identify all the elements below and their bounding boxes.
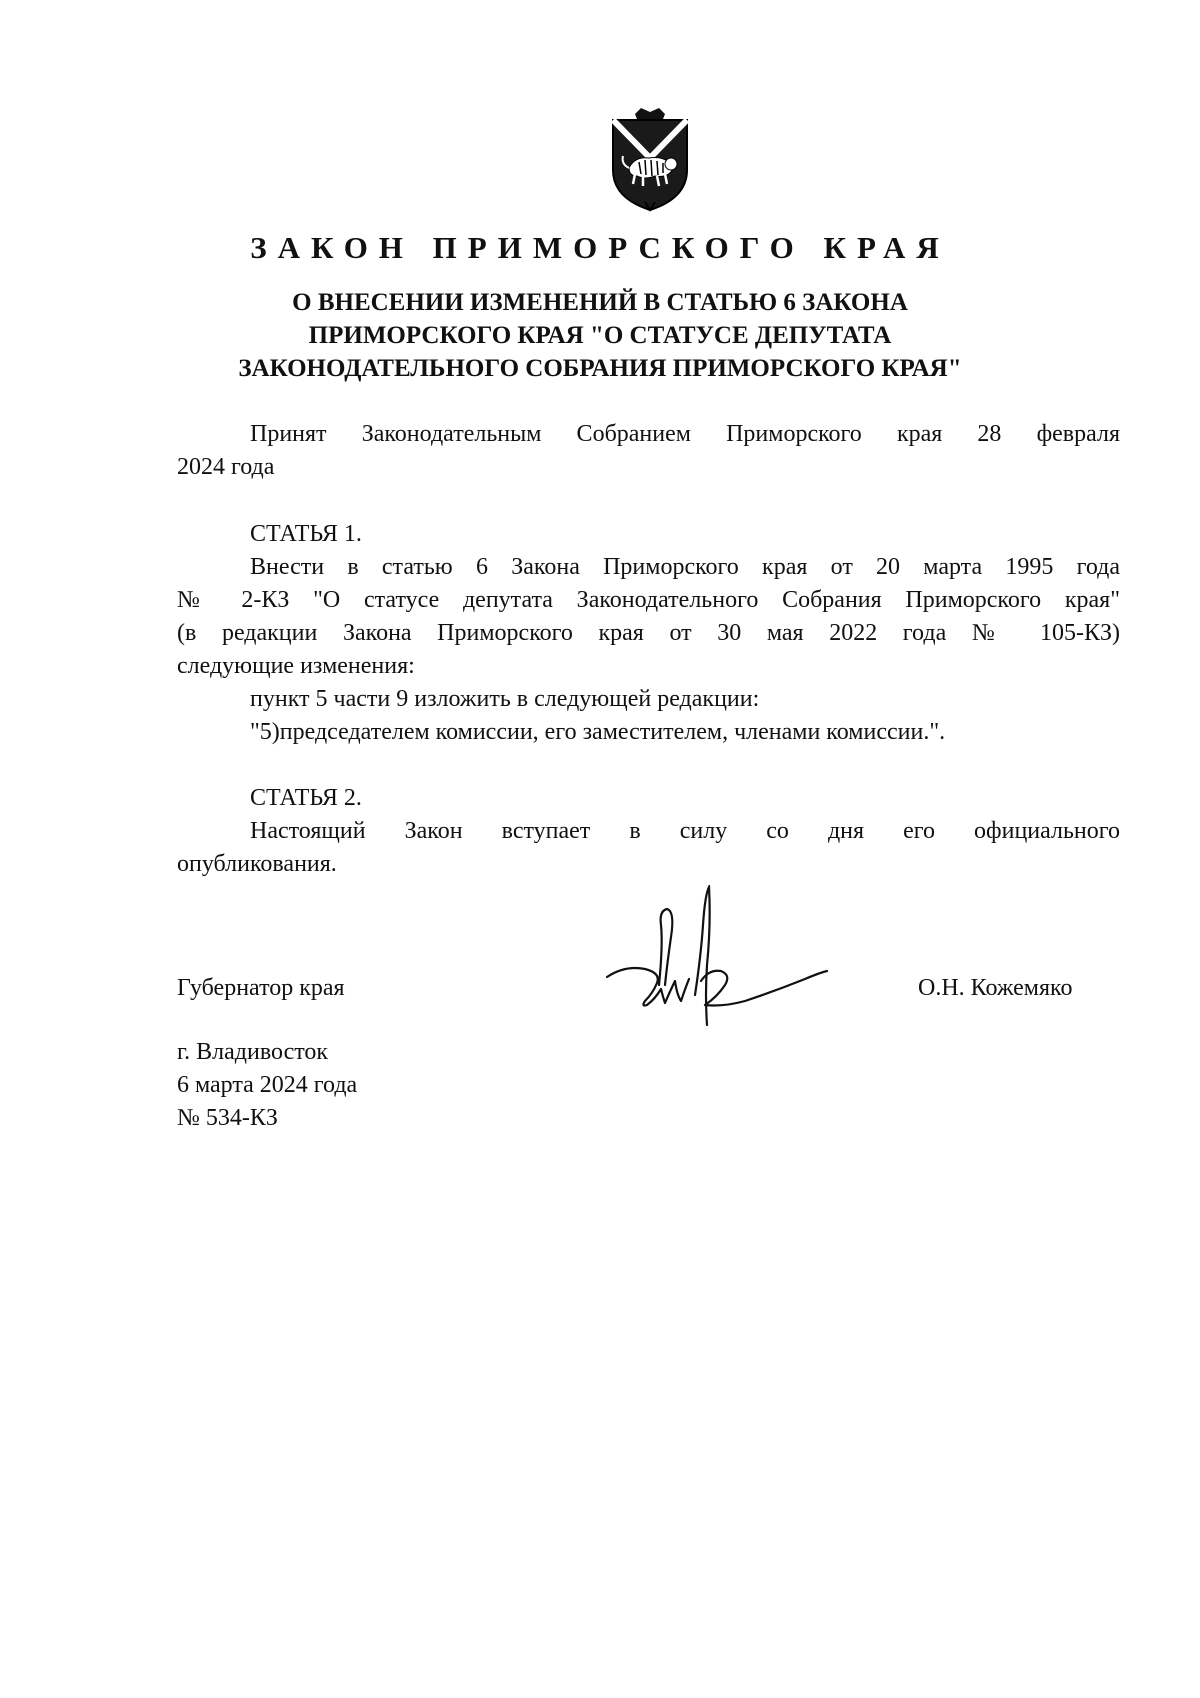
law-title: ЗАКОН ПРИМОРСКОГО КРАЯ: [250, 230, 950, 265]
article-line: "5)председателем комиссии, его заместителем, членами комиссии.".: [250, 719, 946, 745]
adoption-paragraph: [177, 418, 1120, 484]
document-footer: [177, 1036, 357, 1135]
article-line: Настоящий Закон вступает в силу со дня его официального: [250, 818, 1120, 844]
subtitle-line: О ВНЕСЕНИИ ИЗМЕНЕНИЙ В СТАТЬЮ 6 ЗАКОНА: [292, 289, 908, 316]
footer-date: 6 марта 2024 года: [177, 1072, 358, 1098]
footer-city: г. Владивосток: [177, 1039, 329, 1065]
adoption-line: Принят Законодательным Собранием Приморского края 28 февраля: [250, 421, 1120, 447]
adoption-line: 2024 года: [177, 454, 275, 480]
article-2-heading: [177, 782, 1120, 815]
handwritten-signature-icon: [605, 885, 835, 1035]
article-line: № 2-КЗ "О статусе депутата Законодательного Собрания Приморского края": [177, 587, 1120, 613]
subtitle-line: ПРИМОРСКОГО КРАЯ "О СТАТУСЕ ДЕПУТАТА: [308, 322, 892, 349]
law-subtitle: [100, 286, 1100, 385]
article-2-body: [177, 815, 1120, 881]
article-line: (в редакции Закона Приморского края от 30 мая 2022 года № 105-КЗ): [177, 620, 1120, 646]
article-line: Внести в статью 6 Закона Приморского края от 20 марта 1995 года: [250, 554, 1120, 580]
article-1-heading-text: СТАТЬЯ 1.: [250, 521, 362, 547]
signatory-position: Губернатор края: [177, 975, 345, 1001]
article-line: опубликования.: [177, 851, 337, 877]
subtitle-line: ЗАКОНОДАТЕЛЬНОГО СОБРАНИЯ ПРИМОРСКОГО КРАЯ": [238, 355, 962, 382]
article-line: пункт 5 части 9 изложить в следующей редакции:: [250, 686, 760, 712]
article-line: следующие изменения:: [177, 653, 415, 679]
coat-of-arms-icon: [605, 106, 695, 214]
footer-number: № 534-КЗ: [177, 1105, 278, 1131]
article-2-heading-text: СТАТЬЯ 2.: [250, 785, 362, 811]
article-1-body: [177, 551, 1120, 749]
article-1-heading: [177, 518, 1120, 551]
governor-name: О.Н. Кожемяко: [918, 975, 1073, 1001]
